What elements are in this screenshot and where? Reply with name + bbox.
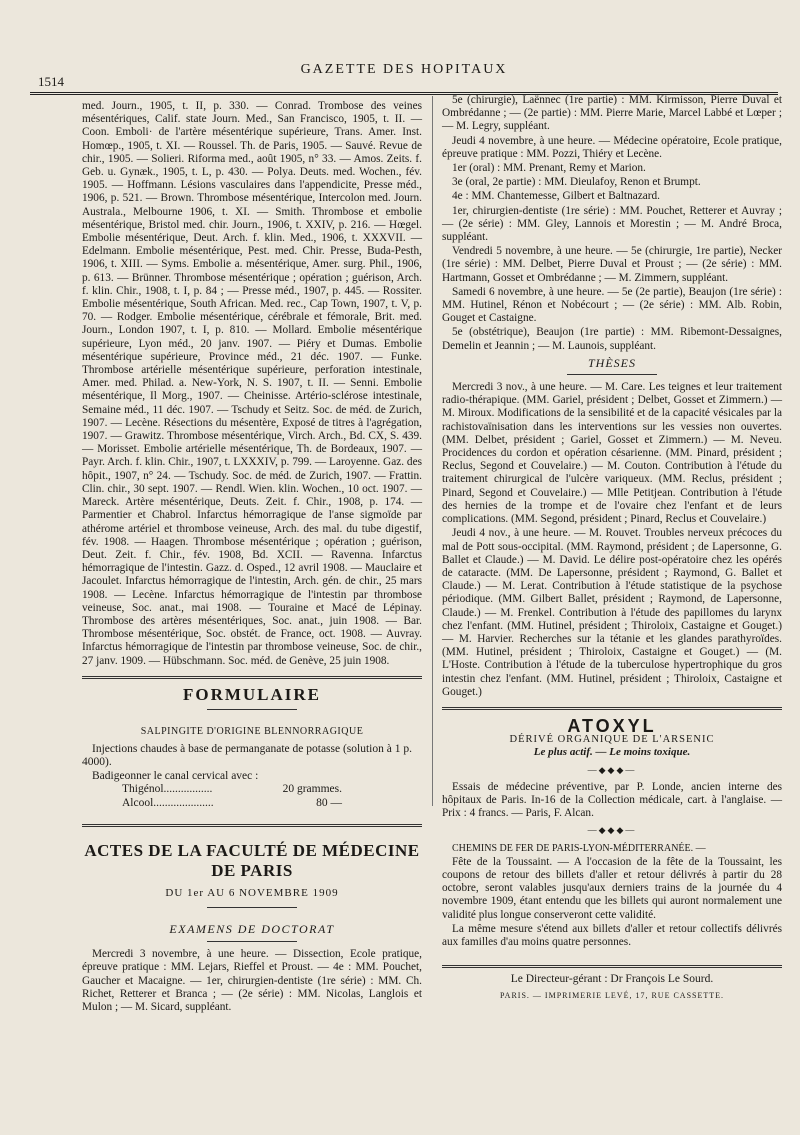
exam-schedule-text: Mercredi 3 novembre, à une heure. — Dissection, Ecole pratique, épreuve pratique : MM. Lejars, Rieffel et Proust. — 4e : MM. Pouchet, Gaucher et Macaigne. — 1er, chirurgien-dentiste (1re série) : MM. Ch. Richet, Retterer et Branca ; — (2e série) : MM. Nicolas, Langlois et Mulon ; — M. Sicard, suppléant. xyxy=(82,948,422,1014)
column-divider xyxy=(432,96,433,806)
atoxyl-slogan: Le plus actif. — Le moins toxique. xyxy=(533,746,691,759)
section-divider xyxy=(82,824,422,827)
bibliography-text: med. Journ., 1905, t. II, p. 330. — Conrad. Trombose des veines mésentériques, Calif. state Journ. Med., San Francisco, 1905, t. II. — Coon. Emboli· de l'artère mésentérique supérieure, Trans. Amer. Inst. Homœp., 1905, t. XI. — Roussel. Th. de Paris, 1905. — Sauvé. Revue de chir., 1905. — Solieri. Riforma med., août 1905, n° 33. — Amos. Zeits. f. Geb. u. Gynæk., 1905, t. L, p. 430. — Polya. Deuts. med. Wochen., fév. 1905. — Hoffmann. Lésions vasculaires dans l'appendicite, Presse méd., 1906, p. 521. — Brown. Thrombose mésentérique, Intercolon med. Journ. Australa., Melbourne 1906, t. XI. — Smith. Thrombose et embolie mésentérique, Bristol med. chir. Journ., 1906, t. XXIV, p. 216. — Hœgel. Embolie mésentérique, Deut. Arch. f. klin. Med., 1906, t. XXXVII. — Edelmann. Embolie mésentérique, Pest. med. Chir. Presse, Buda-Pesth, 1906, t. XIII. — Syms. Embolie a. mésentérique, Amer. surg. Phil., 1906, p. 613. — Brünner. Thrombose mésentérique ; opération ; guérison, Arch. f. klin. Chir., 1908, t. I, p. 84 ; — Presse méd., 1907, p. 445. — Rossiter. Embolie mésentérique, South African. Med. rec., Cap Town, 1907, t. V, p. 70. — Rodger. Embolie mésentérique, cérébrale et fémorale, Brit. med. Journ., London 1907, t. I, p. 810. — Mollard. Embolie mésentérique supérieure, Lyon méd., 20 janv. 1907. — Piéry et Dumas. Embolie mésentérique supérieure, Province méd., 21 déc. 1907. — Funke. Thrombose artérielle mésentérique supérieure, perforation intestinale, Amer. med. Philad. a. New-York, N. S. 1907, t. II. — Senni. Embolie mésentérique, Il Morg., 1907. — Cheinisse. Artério-sclérose intestinale, Semaine méd., 11 déc. 1907. — Tschudy et Seitz. Soc. de méd. de Zurich, 1907. — Lecène. Résections du mésentère, Exposé de titres à l'agrégation, 1907. — Grawitz. Thrombose mésentérique, Virch. Arch., Bd. CX, S. 439. — Morisset. Embolie artérielle mésentérique, Th. de Bordeaux, 1907. — Payr. Arch. f. klin. Chir., 1907, t. LXXXIV, p. 799. — Laroyenne. Gaz. des hôpit., 1907, n° 24. — Tschudy. Soc. de méd. de Zurich, 1907. — Frattin. Clin. chir., 30 sept. 1907. — Rendl. Wien. klin. Wochen., 10 oct. 1907. — Mareck. Artère mésentérique, Deuts. Zeit. f. Chir., 1908, p. 174. — Parmentier et Chabrol. Infarctus hémorragique de l'anse sigmoïde par athérome artériel et thrombose veineuse, Arch. des mal. du tube digestif, fév. 1908. — Haagen. Thrombose mésentérique ; opération ; guérison, Deut. Zeit. f. Chir., fév. 1908, Bd. XCII. — Ravenna. Infarctus hémorragique de l'intestin. Gazz. d. Osped., 12 avril 1908. — Mauclaire et Jacoulet. Infarctus hémorragique de l'intestin, Arch. gén. de chir., 25 mars 1908. — Lecène. Infarctus hémorragique de l'intestin par thrombose veineuse, Soc. anat., mai 1908. — Touraine et Macé de Lépinay. Thrombose des artères mésentériques, Soc. anat., juin 1908. — Bar. Thrombose mésentérique, Soc. obstét. de France, oct. 1908. — Auvray. Infarctus hémorragique de l'intestin par thrombose veineuse, Soc. de chir., 27 janv. 1909. — Hübschmann. Soc. méd. de Genève, 25 juin 1908. xyxy=(82,100,422,667)
ingredient-quantity: 80 — xyxy=(316,796,342,809)
section-divider xyxy=(82,676,422,679)
exam-paragraph: 4e : MM. Chantemesse, Gilbert et Baltnazard. xyxy=(452,190,660,203)
exam-paragraph: Jeudi 4 novembre, à une heure. — Médecine opératoire, Ecole pratique, épreuve pratique : MM. Pozzi, Thiéry et Lecène. xyxy=(442,134,782,160)
section-divider xyxy=(442,707,782,710)
acts-subheading: DU 1er AU 6 NOVEMBRE 1909 xyxy=(165,887,339,900)
page-number: 1514 xyxy=(38,74,64,89)
short-rule xyxy=(207,709,297,710)
exam-paragraph: 1er, chirurgien-dentiste (1re série) : MM. Pouchet, Retterer et Auvray ; — (2e série) : MM. Gley, Lannois et Morestin ; — M. André Broca, suppléant. xyxy=(442,204,782,244)
exams-heading: EXAMENS DE DOCTORAT xyxy=(169,922,335,937)
journal-title: GAZETTE DES HOPITAUX xyxy=(300,62,508,77)
formula-text-1: Injections chaudes à base de permanganate de potasse (solution à 1 p. 4000). xyxy=(82,742,412,769)
left-column xyxy=(82,100,422,1014)
formula-text-2: Badigeonner le canal cervical avec : xyxy=(92,769,259,782)
atoxyl-name: ATOXYL xyxy=(567,715,657,736)
formula-block xyxy=(82,743,422,811)
railway-notice: Fête de la Toussaint. — A l'occasion de la fête de la Toussaint, les coupons de retour des billets d'aller et retour délivrés à partir du 28 octobre, seront valables jusqu'aux derniers trains de la journée du 4 novembre 1909, étant entendu que les billets qui auront normalement une validité plus longue conserveront cette validité. xyxy=(442,855,782,921)
exam-paragraph: Vendredi 5 novembre, à une heure. — 5e (chirurgie, 1re partie), Necker (1re série) : MM. Delbet, Pierre Duval et Proust ; — (2e série) : MM. Hartmann, Gosset et Ombrédanne ; — M. Zimmern, suppléant. xyxy=(442,245,782,284)
short-rule xyxy=(207,907,297,908)
exam-paragraph: 5e (obstétrique), Beaujon (1re partie) : MM. Ribemont-Dessaignes, Demelin et Jeannin ; — M. Launois, suppléant. xyxy=(442,326,782,352)
book-announcement: Essais de médecine préventive, par P. Londe, ancien interne des hôpitaux de Paris. In-16 de la Collection médicale, cart. à l'anglaise. — Prix : 4 francs. — Paris, F. Alcan. xyxy=(442,780,782,820)
theses-paragraph: Jeudi 4 nov., à une heure. — M. Rouvet. Troubles nerveux précoces du mal de Pott sous-occipital. (MM. Raymond, président ; de Lapersonne, G. Ballet et Claude.) — M. David. Le délire post-opératoire chez les opérés de cataracte. (MM. De Lapersonne, président ; Raymond, G. Ballet et Claude.) — M. Lerat. Contribution à l'étude statistique de la psychose périodique. (MM. Gilbert Ballet, président ; Raymond, de Lapersonne, Claude.) — M. Frenkel. Contribution à l'étude des papillomes du larynx chez l'enfant. (MM. Hutinel, président ; Thiroloix, Castaigne et Gouget.) — M. Harvier. Recherches sur la tétanie et les glandes parathyroïdes. (MM. Hutinel, président ; Thiroloix, Castaigne et Gouget.) — (M. L'Hoste. Contribution à l'étude de la tuberculose hypertrophique du gros intestin chez l'enfant. (MM. Hutinel, président ; Thiroloix, Castaigne et Gouget.) xyxy=(442,527,782,698)
ingredient-quantity: 20 grammes. xyxy=(282,783,342,796)
ingredient-name: Thigénol................. xyxy=(122,783,213,796)
ingredient-row xyxy=(82,797,422,811)
railway-heading: CHEMINS DE FER DE PARIS-LYON-MÉDITERRANÉE. — xyxy=(452,842,706,854)
acts-heading: ACTES DE LA FACULTÉ DE MÉDECINE DE PARIS xyxy=(84,841,420,881)
printer-line: PARIS. — IMPRIMERIE LEVÉ, 17, RUE CASSETTE. xyxy=(499,991,725,1001)
atoxyl-tagline: DÉRIVÉ ORGANIQUE DE L'ARSENIC xyxy=(509,734,715,746)
ornament-divider: —◆◆◆— xyxy=(587,825,637,836)
theses-heading: THÈSES xyxy=(588,355,636,370)
exam-paragraph: 1er (oral) : MM. Prenant, Remy et Marion. xyxy=(452,162,646,175)
ornament-divider: —◆◆◆— xyxy=(587,764,637,775)
right-column xyxy=(442,94,782,1003)
ingredient-name: Alcool..................... xyxy=(122,796,214,809)
exam-paragraph: 5e (chirurgie), Laënnec (1re partie) : MM. Kirmisson, Pierre Duval et Ombrédanne ; — (2e partie) : MM. Pierre Marie, Marcel Labbé et Lœper ; — M. Legry, suppléant. xyxy=(442,94,782,133)
short-rule xyxy=(207,941,297,942)
exam-paragraph: Samedi 6 novembre, à une heure. — 5e (2e partie), Beaujon (1re série) : MM. Hutinel, Rénon et Nobécourt ; — (2e série) : MM. Alb. Robin, Gouget et Castaigne. xyxy=(442,285,782,325)
railway-notice: La même mesure s'étend aux billets d'aller et retour collectifs délivrés aux familles d'au moins quatre personnes. xyxy=(442,922,782,948)
formulaire-heading: FORMULAIRE xyxy=(182,684,322,704)
formula-subtitle: SALPINGITE D'ORIGINE BLENNORRAGIQUE xyxy=(140,725,364,737)
ingredient-row xyxy=(82,783,422,797)
director-signature: Le Directeur-gérant : Dr François Le Sourd. xyxy=(442,965,782,986)
page-header xyxy=(30,60,778,95)
exam-paragraph: 3e (oral, 2e partie) : MM. Dieulafoy, Renon et Brumpt. xyxy=(452,176,701,189)
theses-paragraph: Mercredi 3 nov., à une heure. — M. Care. Les teignes et leur traitement radio-thérapique. (MM. Gariel, président ; Delbet, Gosset et Zimmern.) — M. Miroux. Modifications de la sensibilité et de la capacité vésicales par la rachistovaïnisation dans les interventions sur les vessies non ouvertes. (MM. Delbet, président ; Gariel, Gosset et Zimmern.) — M. Neveu. Procidences du cordon et opération césarienne. (MM. Pinard, président ; Reclus, Segond et Couvelaire.) — M. Couton. Contribution à l'étude du traitement chirurgical de l'ulcère variqueux. (MM. Reclus, président ; Pinard, Segond et Couvelaire.) — Mlle Petitjean. Contribution à l'étude des hernies de la trompe et de l'ovaire chez l'enfant et de leurs complications. (MM. Segond, président ; Pinard, Reclus et Couvelaire.) xyxy=(442,381,782,526)
atoxyl-advertisement xyxy=(442,715,782,760)
short-rule xyxy=(567,374,657,375)
